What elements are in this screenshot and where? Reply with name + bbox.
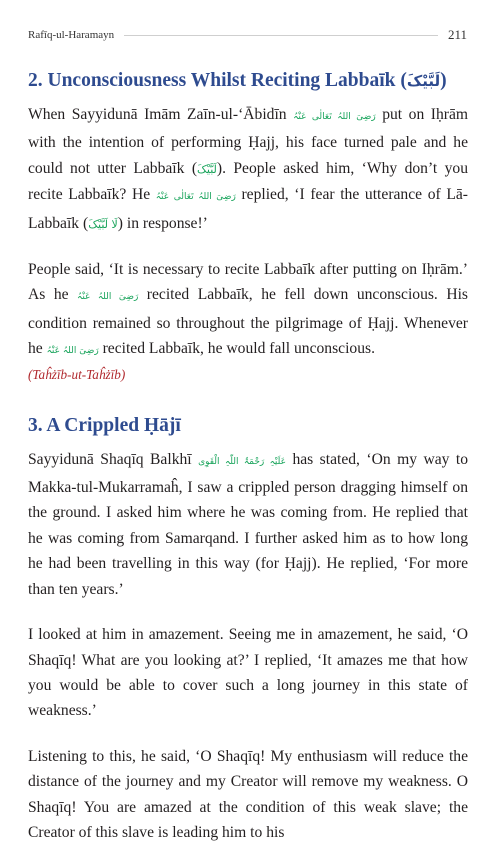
arabic-labbaik: لَبَّیْکَ xyxy=(197,162,217,176)
arabic-labbaik-heading: لَبَّیْکَ xyxy=(406,72,441,90)
paragraph-text: Sayyidunā Shaqīq Balkhī xyxy=(28,450,199,468)
paragraph-people-said xyxy=(28,257,468,365)
paragraph-shaqiq-balkhi xyxy=(28,447,468,602)
page-header xyxy=(28,26,467,44)
paragraph-amazement: I looked at him in amazement. Seeing me in amazement, he said, ‘O Shaqīq! What are you looking at?’ I replied, ‘It amazes me that how you would be able to cover such a long journey in this state of weakness.’ xyxy=(28,626,468,720)
paragraph-text: People said, ‘It is necessary to recite Labbaīk after putting on Iḥrām.’ As he xyxy=(28,261,468,304)
honorific-radiyallahu-anhu: رَضِیَ اللہُ تَعَالٰی عَنْہُ xyxy=(293,112,376,122)
paragraph-text: replied, ‘I fear the utterance of Lā-Labbaīk ( xyxy=(28,186,468,232)
honorific-radiyallahu-anhu: رَضِیَ اللہُ عَنْہُ xyxy=(46,346,99,357)
page-body xyxy=(28,68,468,845)
paragraph-text: put on Iḥrām with the intention of performing Ḥajj, his face turned pale and he could not utter Labbaīk ( xyxy=(28,106,468,177)
paragraph-text: recited Labbaīk, he would fall unconscious. xyxy=(98,340,375,358)
paragraph-text: has stated, ‘On my way to Makka-tul-Mukarramaĥ, I saw a crippled person dragging himself on the ground. I asked him where he was coming from. He replied that he was coming from Samarqand. I further asked him as to how long he had been travelling in this way (for Ḥajj). He replied, ‘For more than ten years.’ xyxy=(28,450,468,598)
section-heading-crippled-haji: 3. A Crippled Ḥājī xyxy=(28,414,181,436)
header-rule xyxy=(124,35,438,36)
paragraph-text: ). People asked him, ‘Why don’t you recite Labbaīk? He xyxy=(28,159,468,204)
honorific-radiyallahu-anhu: رَضِیَ اللہُ تَعَالٰی عَنْہُ xyxy=(155,192,236,203)
paragraph-text: ) in response!’ xyxy=(117,214,208,232)
honorific-radiyallahu-anhu: رَضِیَ اللہُ عَنْہُ xyxy=(77,292,139,303)
paragraph-imam-zain xyxy=(28,102,468,237)
paragraph-enthusiasm: Listening to this, he said, ‘O Shaqīq! My enthusiasm will reduce the distance of the journey and my Creator will remove my weakness. O Shaqīq! You are amazed at the condition of this weak slave; the Creator of this slave is leading him to his xyxy=(28,747,468,841)
section-heading-text: 2. Unconsciousness Whilst Reciting Labbaīk ( xyxy=(28,70,407,91)
arabic-la-labbaik: لَا لَبَّیْکَ xyxy=(88,217,118,231)
paragraph-text: When Sayyidunā Imām Zaīn-ul-‘Ābidīn xyxy=(28,106,294,123)
reference-citation: (Taĥżīb-ut-Taĥżīb) xyxy=(28,366,126,382)
section-heading-unconsciousness xyxy=(28,68,468,94)
paragraph-text: recited Labbaīk, he fell down unconscious. His condition remained so throughout the pilgrimage of Ḥajj. Whenever he xyxy=(28,286,468,358)
page-number: 211 xyxy=(447,27,467,42)
honorific-alayhi-rahmah: عَلَیْہِ رَحْمَۃُ اللّٰہِ الْقَوِی xyxy=(198,456,286,467)
running-title: Rafīq-ul-Haramayn xyxy=(28,29,115,41)
section-heading-close: ) xyxy=(440,70,447,91)
